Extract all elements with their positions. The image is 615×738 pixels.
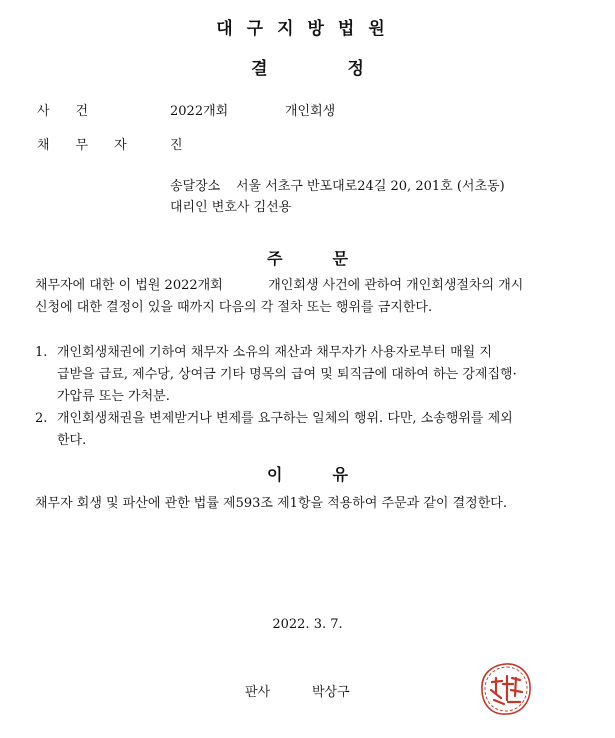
decision-date: 2022. 3. 7. [272,617,343,632]
order-item-number: 2. [35,411,48,426]
address-label: 송달장소 [170,179,221,194]
document-title: 결정 [251,59,444,79]
debtor-name: 진 [170,138,183,153]
order-item [35,342,585,408]
case-number: 2022개회 [170,104,229,119]
judge-name: 박상구 [312,685,350,700]
debtor-label: 채무자 [37,138,153,153]
order-item-line: 가압류 또는 가처분. [57,389,170,404]
order-item-line: 개인회생채권에 기하여 채무자 소유의 재산과 채무자가 사용자로부터 매월 지 [57,345,492,360]
legal-agent: 대리인 변호사 김선용 [170,200,292,215]
court-name: 대구지방법원 [216,19,399,39]
reason-text: 채무자 회생 및 파산에 관한 법률 제593조 제1항을 적용하여 주문과 같이 결정한다. [35,496,507,511]
order-text-line2: 신청에 대한 결정이 있을 때까지 다음의 각 절차 또는 행위를 금지한다. [35,300,433,315]
judge-seal [478,660,534,718]
order-heading: 주문 [267,249,398,268]
order-text [35,275,585,319]
order-item-line: 개인회생채권을 변제받거나 변제를 요구하는 일체의 행위. 다만, 소송행위를 제외 [57,411,513,426]
service-address: 서울 서초구 반포대로24길 20, 201호 (서초동) [236,179,505,194]
case-name: 개인회생 [285,104,336,119]
order-text-line1: 채무자에 대한 이 법원 2022개회 개인회생 사건에 관하여 개인회생절차의 개시 [35,278,524,293]
case-label: 사건 [37,104,115,119]
order-item-line: 급받을 급료, 제수당, 상여금 기타 명목의 급여 및 퇴직금에 대하여 하는 강제집행· [57,367,517,382]
order-item-line: 한다. [57,433,87,448]
order-item [35,408,585,452]
order-item-number: 1. [35,345,48,360]
judge-label: 판사 [245,685,271,700]
reason-heading: 이유 [267,465,398,484]
